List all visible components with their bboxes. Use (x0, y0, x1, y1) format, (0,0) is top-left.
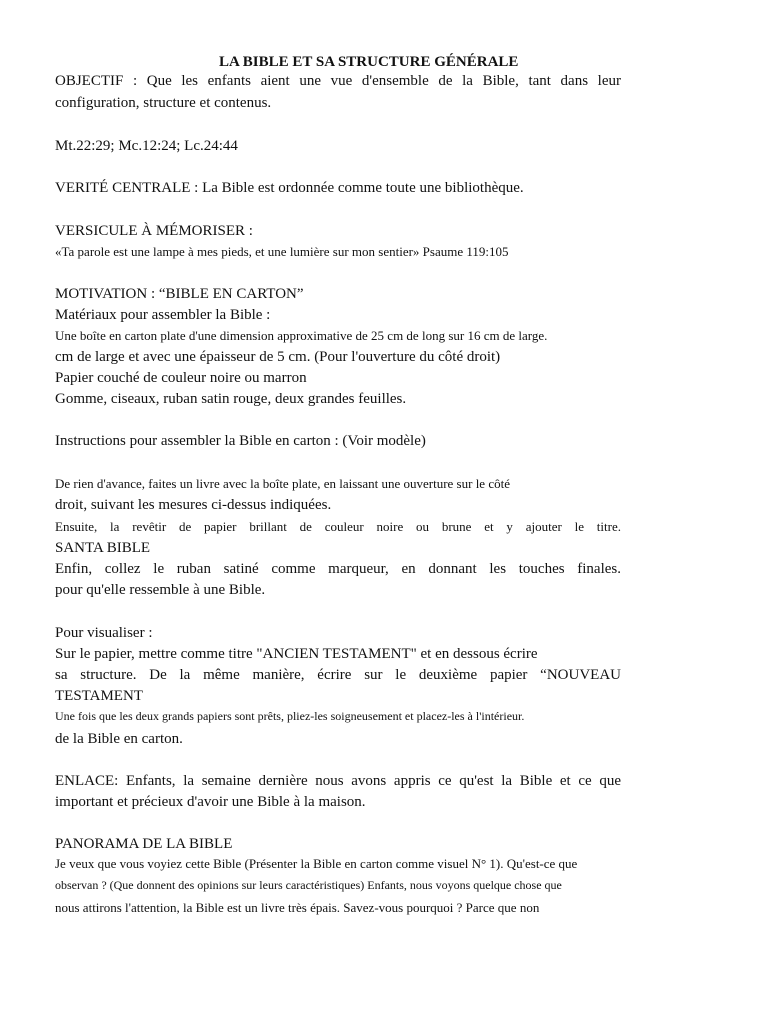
instructions-line-3: Ensuite, la revêtir de papier brillant de couleur noire ou brune et y ajouter le titre. (55, 519, 621, 534)
materiaux-line-4: Gomme, ciseaux, ruban satin rouge, deux grandes feuilles. (55, 391, 407, 407)
verite-centrale: VERITÉ CENTRALE : La Bible est ordonnée comme toute une bibliothèque. (55, 180, 524, 196)
materiaux-line-2: cm de large et avec une épaisseur de 5 cm. (Pour l'ouverture du côté droit) (55, 349, 501, 365)
visualiser-line-4: Une fois que les deux grands papiers sont prêts, pliez-les soigneusement et placez-les à l'intérieur. (55, 709, 525, 723)
versicule-text: «Ta parole est une lampe à mes pieds, et une lumière sur mon sentier» Psaume 119:105 (55, 244, 509, 259)
visualiser-line-3: TESTAMENT (55, 688, 143, 704)
enlace-line-2: important et précieux d'avoir une Bible à la maison. (55, 794, 366, 810)
panorama-heading: PANORAMA DE LA BIBLE (55, 836, 233, 852)
instructions-line-4: SANTA BIBLE (55, 540, 151, 556)
visualiser-heading: Pour visualiser : (55, 625, 153, 641)
materiaux-line-3: Papier couché de couleur noire ou marron (55, 370, 307, 386)
instructions-line-5: Enfin, collez le ruban satiné comme marqueur, en donnant les touches finales. (55, 561, 621, 577)
visualiser-line-1: Sur le papier, mettre comme titre "ANCIEN TESTAMENT" et en dessous écrire (55, 646, 538, 662)
instructions-line-2: droit, suivant les mesures ci-dessus indiquées. (55, 497, 332, 513)
versicule-heading: VERSICULE À MÉMORISER : (55, 223, 253, 239)
instructions-line-1: De rien d'avance, faites un livre avec la boîte plate, en laissant une ouverture sur le côté (55, 476, 510, 491)
motivation-heading: MOTIVATION : “BIBLE EN CARTON” (55, 286, 304, 302)
objectif-line-1: OBJECTIF : Que les enfants aient une vue d'ensemble de la Bible, tant dans leur (55, 73, 621, 89)
materiaux-line-1: Une boîte en carton plate d'une dimension approximative de 25 cm de long sur 16 cm de large. (55, 328, 548, 343)
instructions-heading: Instructions pour assembler la Bible en carton : (Voir modèle) (55, 433, 426, 449)
panorama-line-1: Je veux que vous voyiez cette Bible (Présenter la Bible en carton comme visuel N° 1). Qu'est-ce que (55, 856, 578, 871)
visualiser-line-2: sa structure. De la même manière, écrire sur le deuxième papier “NOUVEAU (55, 667, 621, 683)
document-title: LA BIBLE ET SA STRUCTURE GÉNÉRALE (219, 54, 519, 70)
panorama-line-2: observan ? (Que donnent des opinions sur leurs caractéristiques) Enfants, nous voyons quelque chose que (55, 878, 562, 892)
panorama-line-3: nous attirons l'attention, la Bible est un livre très épais. Savez-vous pourquoi ? Parce que non (55, 900, 540, 915)
enlace-line-1: ENLACE: Enfants, la semaine dernière nous avons appris ce qu'est la Bible et ce que (55, 773, 621, 789)
objectif-line-2: configuration, structure et contenus. (55, 95, 272, 111)
visualiser-line-5: de la Bible en carton. (55, 731, 183, 747)
materiaux-heading: Matériaux pour assembler la Bible : (55, 307, 271, 323)
instructions-line-6: pour qu'elle ressemble à une Bible. (55, 582, 266, 598)
bible-references: Mt.22:29; Mc.12:24; Lc.24:44 (55, 138, 238, 154)
